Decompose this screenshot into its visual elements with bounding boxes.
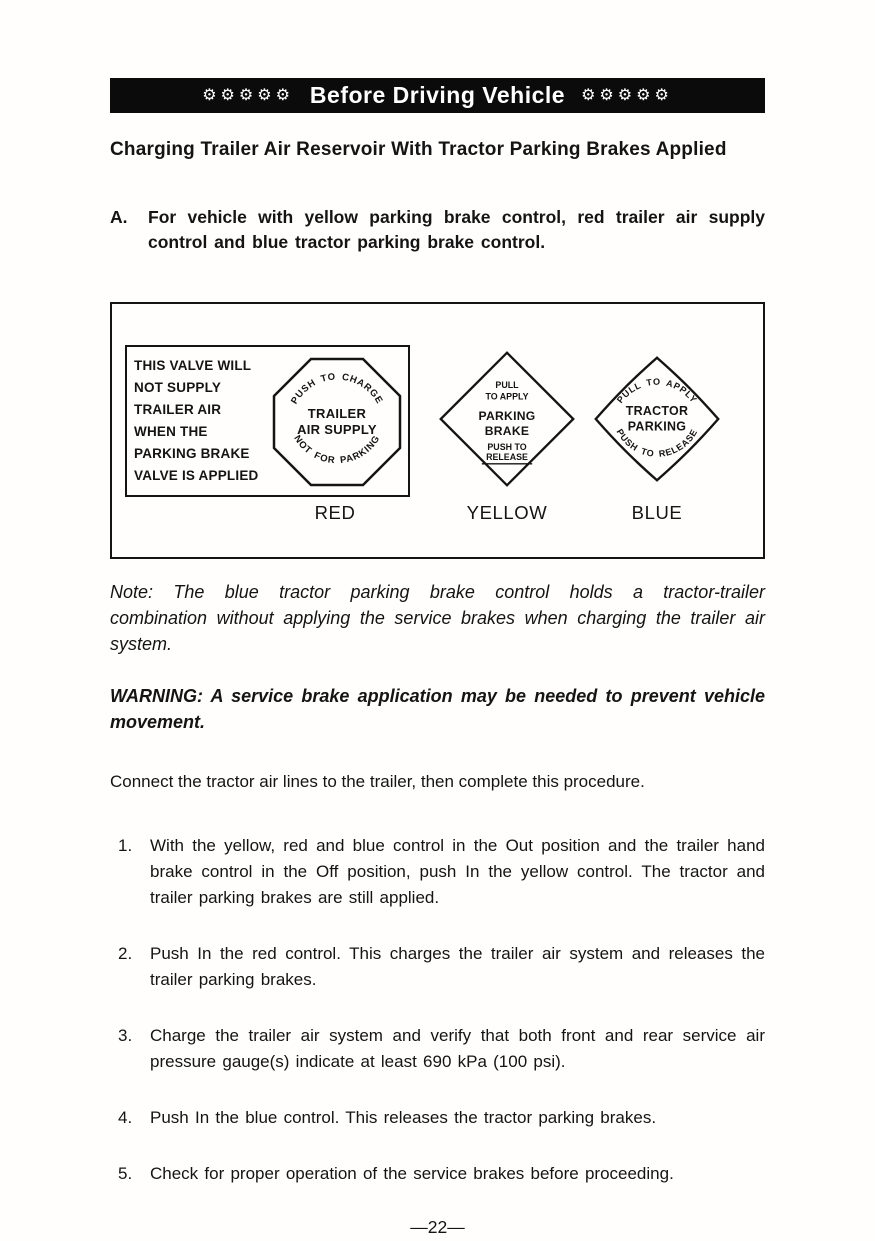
valve-note-line: VALVE IS APPLIED [134,467,259,483]
valve-note-line: NOT SUPPLY [134,379,222,395]
yellow-bottom-line1: PUSH TO [487,441,527,452]
step-text: Push In the blue control. This releases the tractor parking brakes. [150,1107,657,1127]
warning-paragraph: WARNING: A service brake application may be needed to prevent vehicle movement. [110,685,765,732]
red-center-line1: TRAILER [307,405,367,421]
blue-control-label: BLUE [631,501,683,523]
yellow-bottom-line2: RELEASE [486,451,528,462]
section-banner [110,78,765,113]
controls-figure [110,302,765,559]
valve-note [134,355,258,487]
step-number: 1. [118,835,133,855]
section-a-label: A. [110,207,128,227]
red-arc-top-text: PUSH TO CHARGE [289,371,385,406]
page-number: —22— [410,1216,465,1237]
yellow-top-line2: TO APPLY [485,391,529,402]
red-control-graphic [267,352,407,492]
blue-control-graphic [590,352,724,486]
blue-arc-top-text: PULL TO APPLY [614,376,700,405]
yellow-center-line1: PARKING [478,408,536,423]
valve-note-line: PARKING BRAKE [134,445,250,461]
gear-decor-right-icon: ⚙⚙⚙⚙⚙ [581,86,673,104]
step-item [110,833,765,911]
red-valve-panel [125,345,410,497]
step-number: 2. [118,943,133,963]
yellow-control-graphic [437,349,577,489]
valve-note-line: TRAILER AIR [134,401,222,417]
red-control-label: RED [314,501,356,523]
blue-center-line2: PARKING [627,419,687,434]
step-text: Charge the trailer air system and verify that both front and rear service air pressure gauge(s) indicate at least 690 kPa (100 psi). [150,1025,765,1071]
red-center-line2: AIR SUPPLY [297,421,377,437]
yellow-center-line2: BRAKE [484,423,530,438]
page-heading: Charging Trailer Air Reservoir With Tractor Parking Brakes Applied [110,139,727,160]
step-text: Check for proper operation of the service brakes before proceeding. [150,1163,674,1183]
step-text: Push In the red control. This charges the trailer air system and releases the trailer parking brakes. [150,943,765,989]
procedure-steps [110,833,765,1187]
section-a [110,205,765,256]
valve-note-line: WHEN THE [134,423,208,439]
red-arc-bottom-text: NOT FOR PARKING [291,433,383,466]
note-paragraph: Note: The blue tractor parking brake control holds a tractor-trailer combination without applying the service brakes when charging the trailer air system. [110,581,765,654]
step-number: 3. [118,1025,133,1045]
step-text: With the yellow, red and blue control in the Out position and the trailer hand brake control in the Off position, push In the yellow control. The tractor and trailer parking brakes are still applied. [150,835,765,907]
step-item [110,1023,765,1075]
valve-note-line: THIS VALVE WILL [134,357,252,373]
gear-decor-left-icon: ⚙⚙⚙⚙⚙ [202,86,294,104]
blue-center-line1: TRACTOR [625,403,689,418]
step-item [110,1161,765,1187]
intro-paragraph: Connect the tractor air lines to the trailer, then complete this procedure. [110,771,645,791]
yellow-top-line1: PULL [495,379,519,390]
step-item [110,1105,765,1131]
banner-title: Before Driving Vehicle [309,82,566,108]
step-number: 4. [118,1107,133,1127]
yellow-control-label: YELLOW [466,501,548,523]
step-item [110,941,765,993]
section-a-text: For vehicle with yellow parking brake control, red trailer air supply control and blue tractor parking brake control. [148,207,765,253]
blue-arc-bottom-text: PUSH TO RELEASE [614,426,700,459]
step-number: 5. [118,1163,133,1183]
